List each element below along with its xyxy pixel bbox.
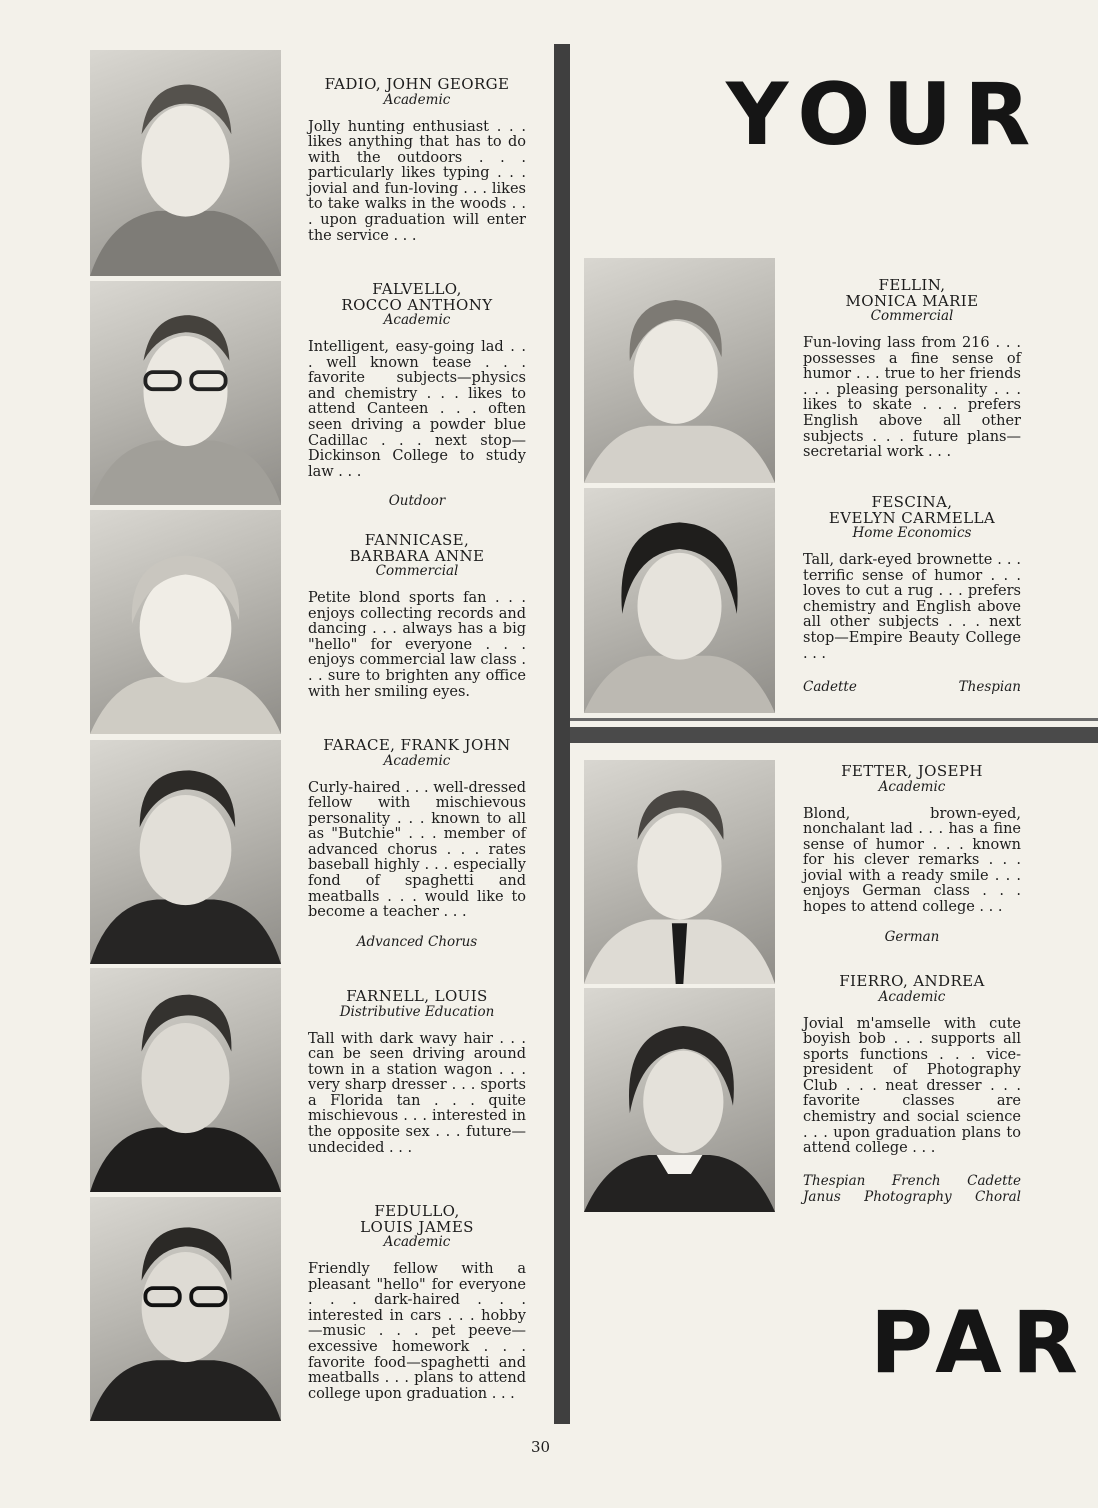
student-activity: French: [891, 1172, 941, 1189]
student-activities-row-1: [803, 1173, 1021, 1189]
page-number: 30: [531, 1438, 551, 1456]
student-bio: Jovial m'amselle with cute boyish bob . . . supports all sports functions . . . vice-president of Photography Club . . . neat dresser . . . favorite classes are chemistry and social science . . . upon graduation plans to attend college . . .: [803, 1015, 1021, 1157]
student-photo-fadio: [90, 50, 281, 276]
student-activity: Thespian: [803, 1172, 866, 1189]
student-bio: Petite blond sports fan . . . enjoys collecting records and dancing . . . always has a big "hello" for everyone . . . enjoys commercial law class . . . sure to brighten any office with her smiling eyes.: [308, 590, 526, 700]
student-course: Commercial: [375, 563, 459, 579]
student-bio: Curly-haired . . . well-dressed fellow with mischievous personality . . . known to all as "Butchie" . . . member of advanced chorus . . . rates baseball highly . . . especially fond of spaghetti and meatballs . . . would like to become a teacher . . .: [308, 779, 526, 921]
student-course: Academic: [878, 778, 946, 795]
student-name: FARNELL, LOUIS: [346, 987, 488, 1005]
student-entry-fannicase: [308, 533, 526, 700]
student-name: FANNICASE,: [364, 531, 470, 549]
student-course: Academic: [878, 988, 946, 1005]
student-photo-fescina: [584, 488, 775, 713]
student-photo-farnell: [90, 968, 281, 1192]
student-entry-fescina: [803, 495, 1021, 696]
student-photo-fedullo: [90, 1197, 281, 1421]
student-bio: Jolly hunting enthusiast . . . likes anything that has to do with the outdoors . . . particularly likes typing . . . jovial and fun-loving . . . likes to take walks in the woods . . . upon graduation will enter the service . . .: [308, 118, 526, 244]
student-entry-farnell: [308, 989, 526, 1156]
headline-bottom: PAR: [870, 1293, 1088, 1393]
student-name-line-2: ROCCO ANTHONY: [341, 295, 493, 314]
student-bio: Fun-loving lass from 216 . . . possesses a fine sense of humor . . . true to her friends . . . pleasing personality . . . likes to skate . . . prefers English above all other subjects . . . future plans—secretarial work . . .: [803, 335, 1021, 461]
student-activity: German: [884, 928, 940, 945]
student-course: Commercial: [870, 308, 954, 324]
student-course: Home Economics: [852, 525, 972, 541]
student-course: Distributive Education: [339, 1003, 495, 1020]
student-photo-fetter: [584, 760, 775, 984]
student-name: FESCINA,: [871, 493, 953, 511]
student-name-line-2: BARBARA ANNE: [349, 546, 485, 565]
student-activity: Cadette: [967, 1172, 1021, 1189]
vertical-divider-bar: [554, 44, 570, 1424]
student-name: FIERRO, ANDREA: [839, 972, 985, 990]
student-activity: Outdoor: [388, 493, 446, 510]
student-photo-farace: [90, 740, 281, 964]
student-activities: [803, 680, 1021, 696]
student-bio: Tall with dark wavy hair . . . can be seen driving around town in a station wagon . . . very sharp dresser . . . sports a Florida tan . . . quite mischievous . . . interested in the opposite sex . . . future—undecided . . .: [308, 1030, 526, 1156]
student-course: Academic: [383, 752, 451, 769]
student-bio: Blond, brown-eyed, nonchalant lad . . . has a fine sense of humor . . . known for his clever remarks . . . jovial with a ready smile . . . enjoys German class . . . hopes to attend college . . .: [803, 805, 1021, 916]
student-course: Academic: [383, 91, 451, 108]
student-name: FEDULLO,: [374, 1202, 460, 1220]
student-entry-falvello: [308, 282, 526, 510]
student-bio: Friendly fellow with a pleasant "hello" for everyone . . . dark-haired . . . interested in cars . . . hobby—music . . . pet peeve—excessive homework . . . favorite food—spaghetti and meatballs . . . plans to attend college upon graduation . . .: [308, 1261, 526, 1402]
student-entry-fetter: [803, 764, 1021, 945]
student-name-line-2: EVELYN CARMELLA: [828, 508, 996, 527]
student-course: Academic: [383, 1234, 451, 1250]
student-entry-fedullo: [308, 1204, 526, 1402]
horizontal-rule-thin: [570, 718, 1098, 721]
student-name: FADIO, JOHN GEORGE: [324, 75, 510, 93]
horizontal-divider-bar: [570, 727, 1098, 743]
student-name: FELLIN,: [878, 276, 946, 294]
student-name-line-2: MONICA MARIE: [845, 291, 979, 310]
student-entry-fierro: [803, 974, 1021, 1205]
student-entry-farace: [308, 738, 526, 950]
student-bio: Tall, dark-eyed brownette . . . terrific sense of humor . . . loves to cut a rug . . . prefers chemistry and English above all other subjects . . . next stop—Empire Beauty College . . .: [803, 552, 1021, 662]
student-name-line-2: LOUIS JAMES: [360, 1217, 474, 1236]
student-activity: Choral: [975, 1188, 1021, 1205]
student-activity: Cadette: [803, 679, 857, 696]
student-activity: Photography: [864, 1188, 952, 1205]
student-entry-fellin: [803, 278, 1021, 461]
headline-top: YOUR: [726, 65, 1043, 165]
student-course: Academic: [383, 312, 451, 328]
student-activity: Advanced Chorus: [356, 933, 478, 950]
student-activities-row-2: [803, 1189, 1021, 1205]
student-bio: Intelligent, easy-going lad . . . well known tease . . . favorite subjects—physics and chemistry . . . likes to attend Canteen . . . often seen driving a powder blue Cadillac . . . next stop—Dickinson College to study law . . .: [308, 339, 526, 480]
student-photo-fierro: [584, 988, 775, 1212]
student-entry-fadio: [308, 77, 526, 244]
student-photo-falvello: [90, 281, 281, 505]
student-name: FALVELLO,: [372, 280, 462, 298]
student-photo-fannicase: [90, 510, 281, 734]
student-name: FETTER, JOSEPH: [841, 762, 983, 780]
student-activity: Thespian: [958, 679, 1021, 696]
student-name: FARACE, FRANK JOHN: [323, 736, 511, 754]
student-activity: Janus: [803, 1188, 841, 1205]
student-photo-fellin: [584, 258, 775, 483]
